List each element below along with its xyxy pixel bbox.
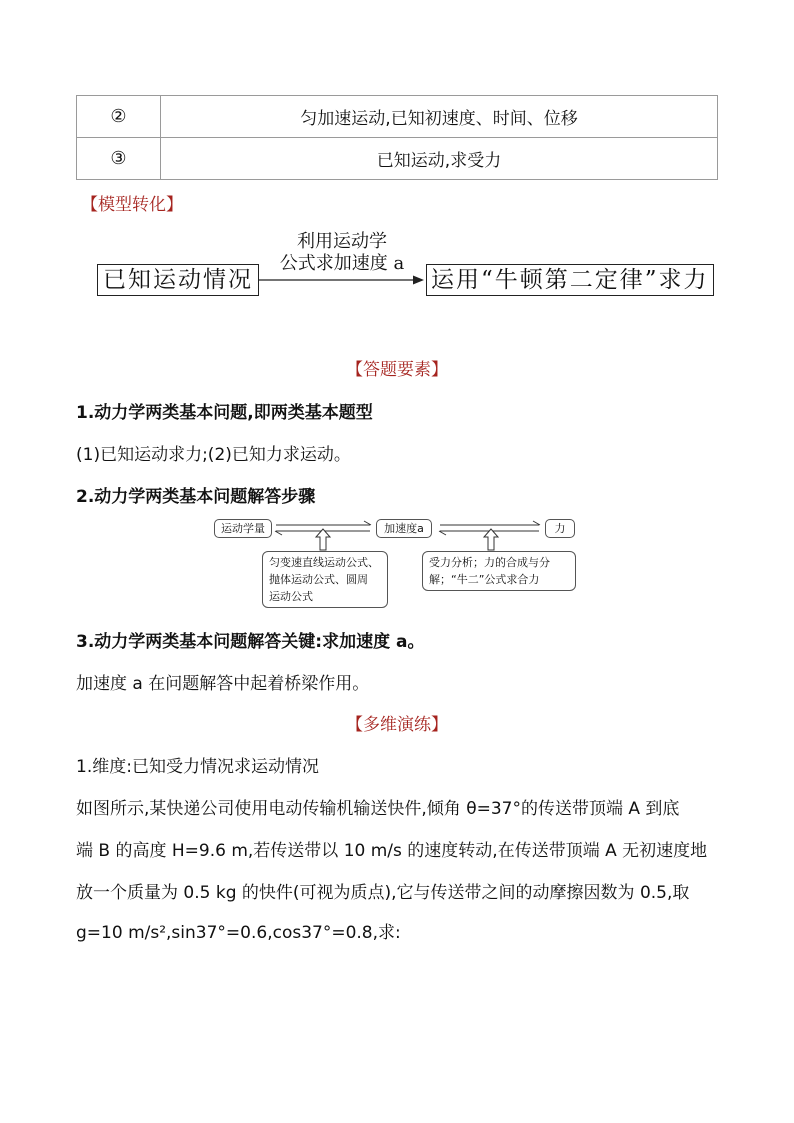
answer-heading: 【答题要素】	[346, 360, 448, 380]
note-line: 抛体运动公式、圆周	[269, 573, 368, 586]
flow-box-kinematics: 运动学量	[214, 519, 272, 538]
force-analysis-note	[422, 551, 576, 591]
newton-law-box: 运用“牛顿第二定律”求力	[426, 264, 714, 296]
note-line: 解；“牛二”公式求合力	[429, 573, 540, 586]
table-row	[77, 138, 718, 180]
conversion-arrow-icon	[256, 272, 426, 288]
question-title: 1.维度:已知受力情况求运动情况	[76, 757, 319, 777]
kinematics-formula-note	[262, 551, 388, 608]
note-line: 运动公式	[269, 590, 313, 603]
practice-heading: 【多维演练】	[346, 715, 448, 735]
question-line-4: g=10 m/s²,sin37°=0.6,cos37°=0.8,求:	[76, 923, 401, 943]
arrow-label-line2: 公式求加速度 a	[279, 253, 405, 274]
flow-box-force: 力	[545, 519, 575, 538]
section-2-title: 2.动力学两类基本问题解答步骤	[76, 487, 316, 507]
known-motion-box: 已知运动情况	[97, 264, 259, 296]
section-1-title: 1.动力学两类基本问题,即两类基本题型	[76, 403, 373, 423]
row-text: 已知运动,求受力	[161, 138, 718, 180]
note-line: 受力分析；力的合成与分	[429, 556, 550, 569]
question-line-3: 放一个质量为 0.5 kg 的快件(可视为质点),它与传送带之间的动摩擦因数为 0.5,取	[76, 883, 690, 903]
question-line-1: 如图所示,某快递公司使用电动传输机输送快件,倾角 θ=37°的传送带顶端 A 到底	[76, 799, 680, 819]
section-3-title: 3.动力学两类基本问题解答关键:求加速度 a。	[76, 632, 425, 652]
note-line: 匀变速直线运动公式、	[269, 556, 379, 569]
row-text: 匀加速运动,已知初速度、时间、位移	[161, 96, 718, 138]
model-heading: 【模型转化】	[81, 195, 183, 215]
flow-arrows-icon	[0, 500, 794, 570]
section-3-text: 加速度 a 在问题解答中起着桥梁作用。	[76, 674, 370, 694]
arrow-label-line1: 利用运动学	[297, 231, 387, 252]
row-number: ③	[77, 138, 161, 180]
row-number: ②	[77, 96, 161, 138]
condition-table	[76, 95, 718, 180]
section-1-text: (1)已知运动求力;(2)已知力求运动。	[76, 445, 351, 465]
table-row	[77, 96, 718, 138]
question-line-2: 端 B 的高度 H=9.6 m,若传送带以 10 m/s 的速度转动,在传送带顶端 A 无初速度地	[76, 841, 708, 861]
flow-box-acceleration: 加速度a	[376, 519, 432, 538]
